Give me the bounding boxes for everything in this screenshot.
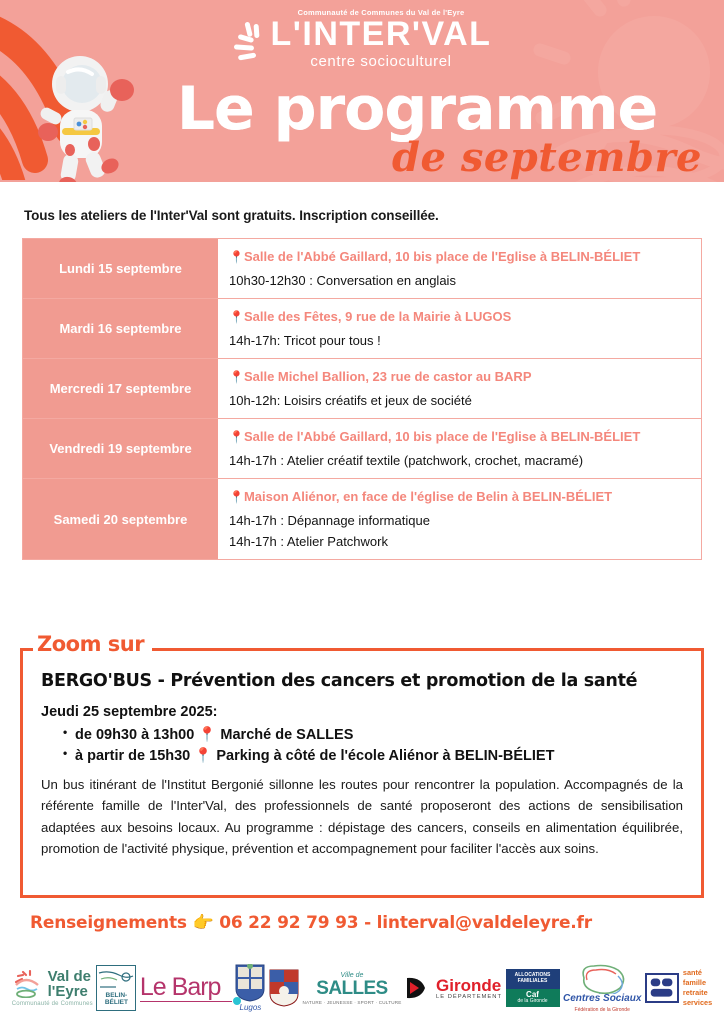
msa-service-item: famille [682,978,707,988]
zoom-sur-title: BERGO'BUS - Prévention des cancers et promotion de la santé [41,671,638,691]
schedule-table [22,238,702,560]
contact-label: Renseignements [30,913,187,933]
le-barp-rule [140,1001,232,1002]
logo-belin-beliet [96,957,136,1019]
centres-sociaux-sub: Fédération de la Gironde [574,1006,630,1013]
le-barp-name: Le Barp [139,972,221,1001]
val-de-leyre-line2: l'Eyre [47,983,88,1000]
lugos-name: Lugos [239,1003,262,1012]
msa-services-list [683,968,712,1007]
day-label: Mercredi 17 septembre [23,359,219,418]
interval-logo [0,8,724,70]
zoom-sur-label: Zoom sur [33,634,152,655]
lugos-crest-icon [235,964,265,1002]
logo-val-de-leyre [12,957,93,1019]
page-title: Le programme [176,74,658,144]
msa-service-item: retraite [682,988,708,997]
belin-beliet-mark-icon [97,969,135,993]
msa-service-item: santé [682,968,702,978]
msa-service-item: services [682,997,713,1007]
table-row [23,419,701,479]
pointing-hand-icon: 👉 [192,913,214,933]
logo-msa [645,957,712,1019]
logo-rays-icon [232,22,270,66]
event-cell [219,419,701,478]
pau-crest-icon [269,969,299,1007]
logo-subtitle: centre socioculturel [310,53,452,70]
day-label: Vendredi 19 septembre [23,419,219,478]
logo-community-line: Communauté de Communes du Val de l'Eyre [297,8,465,17]
event-location: 📍Maison Aliénor, en face de l'église de Belin à BELIN-BÉLIET [229,489,613,504]
contact-line [30,913,592,933]
gironde-sub: LE DÉPARTEMENT [436,993,502,1000]
zoom-sur-box [20,632,704,898]
intro-note: Tous les ateliers de l'Inter'Val sont gratuits. Inscription conseillée. [24,208,439,223]
partner-logos [0,952,724,1024]
gironde-name: Gironde [436,975,502,995]
logo-gironde [405,957,502,1019]
val-de-leyre-line1: Val de [47,968,91,985]
msa-mark-icon [645,973,679,1003]
list-item: • à partir de 15h30 📍 Parking à côté de l'école Aliénor à BELIN-BÉLIET [63,747,683,764]
event-time: 14h-17h : Atelier créatif textile (patchwork, crochet, macramé) [229,453,584,468]
contact-phone[interactable]: 06 22 92 79 93 [219,913,359,933]
page-subtitle-script: de septembre [391,134,702,181]
table-row [23,359,701,419]
centres-sociaux-mark-icon [578,964,626,994]
caf-name: Caf de la Gironde [506,989,560,1007]
centres-sociaux-name: Centres Sociaux [563,992,642,1004]
salles-name: SALLES [316,977,388,999]
caf-top-text: ALLOCATIONS FAMILIALES [506,969,560,989]
zoom-sur-content [23,651,701,872]
logo-pau-crest [269,957,299,1019]
location-pin-icon: 📍 [229,250,244,264]
salles-ville: Ville de [340,971,364,979]
logo-caf [506,957,560,1019]
logo-main-text: L'INTER'VAL [270,15,492,53]
event-cell [219,479,701,559]
event-location: 📍Salle Michel Ballion, 23 rue de castor au BARP [229,369,532,384]
contact-separator: - [364,913,371,933]
event-time: 14h-17h : Dépannage informatique [229,513,430,528]
logo-le-barp [140,957,232,1019]
location-pin-icon: 📍 [229,370,244,384]
val-de-leyre-mark-icon [14,970,44,998]
table-row [23,479,701,559]
belin-beliet-line1: BELIN- [105,992,128,1000]
table-row [23,299,701,359]
logo-lugos [235,957,265,1019]
zoom-sur-date: Jeudi 25 septembre 2025: [41,704,218,720]
location-pin-icon: 📍 [229,490,244,504]
event-cell [219,359,701,418]
location-pin-icon: 📍 [229,430,244,444]
event-location: 📍Salle de l'Abbé Gaillard, 10 bis place de l'Eglise à BELIN-BÉLIET [229,429,641,444]
contact-email[interactable]: linterval@valdeleyre.fr [376,913,592,933]
logo-salles [302,957,401,1019]
event-time: 10h-12h: Loisirs créatifs et jeux de société [229,393,472,408]
salles-sub: NATURE · JEUNESSE · SPORT · CULTURE [302,999,402,1005]
gironde-mark-icon [405,976,431,1000]
event-time: 14h-17h : Atelier Patchwork [229,534,388,549]
location-pin-icon: 📍 [229,310,244,324]
val-de-leyre-sub: Communauté de Communes [11,1001,93,1007]
zoom-sur-bullets [63,726,683,764]
le-barp-dot-icon [233,997,241,1005]
event-cell [219,299,701,358]
event-location: 📍Salle des Fêtes, 9 rue de la Mairie à LUGOS [229,309,512,324]
day-label: Mardi 16 septembre [23,299,219,358]
caf-sub: de la Gironde [517,998,548,1005]
event-time: 10h30-12h30 : Conversation en anglais [229,273,456,288]
belin-beliet-line2: BÉLIET [104,999,128,1007]
zoom-sur-body: Un bus itinérant de l'Institut Bergonié sillonne les routes pour rencontrer la population. Accompagnés de la référente famille de l'Inter'Val, des professionnels de santé proposeront des actions de sensibilisation adaptées aux besoins locaux. Au programme : dépistage des cancers, conseils en alimentation équilibrée, promotion de l'activité physique, prévention et accompagnement pour faciliter l'accès aux soins. [41,777,683,857]
day-label: Samedi 20 septembre [23,479,219,559]
event-time: 14h-17h: Tricot pour tous ! [229,333,381,348]
table-row [23,239,701,299]
day-label: Lundi 15 septembre [23,239,219,298]
event-cell [219,239,701,298]
logo-centres-sociaux [563,957,641,1019]
list-item: • de 09h30 à 13h00 📍 Marché de SALLES [63,726,683,743]
event-location: 📍Salle de l'Abbé Gaillard, 10 bis place de l'Eglise à BELIN-BÉLIET [229,249,641,264]
